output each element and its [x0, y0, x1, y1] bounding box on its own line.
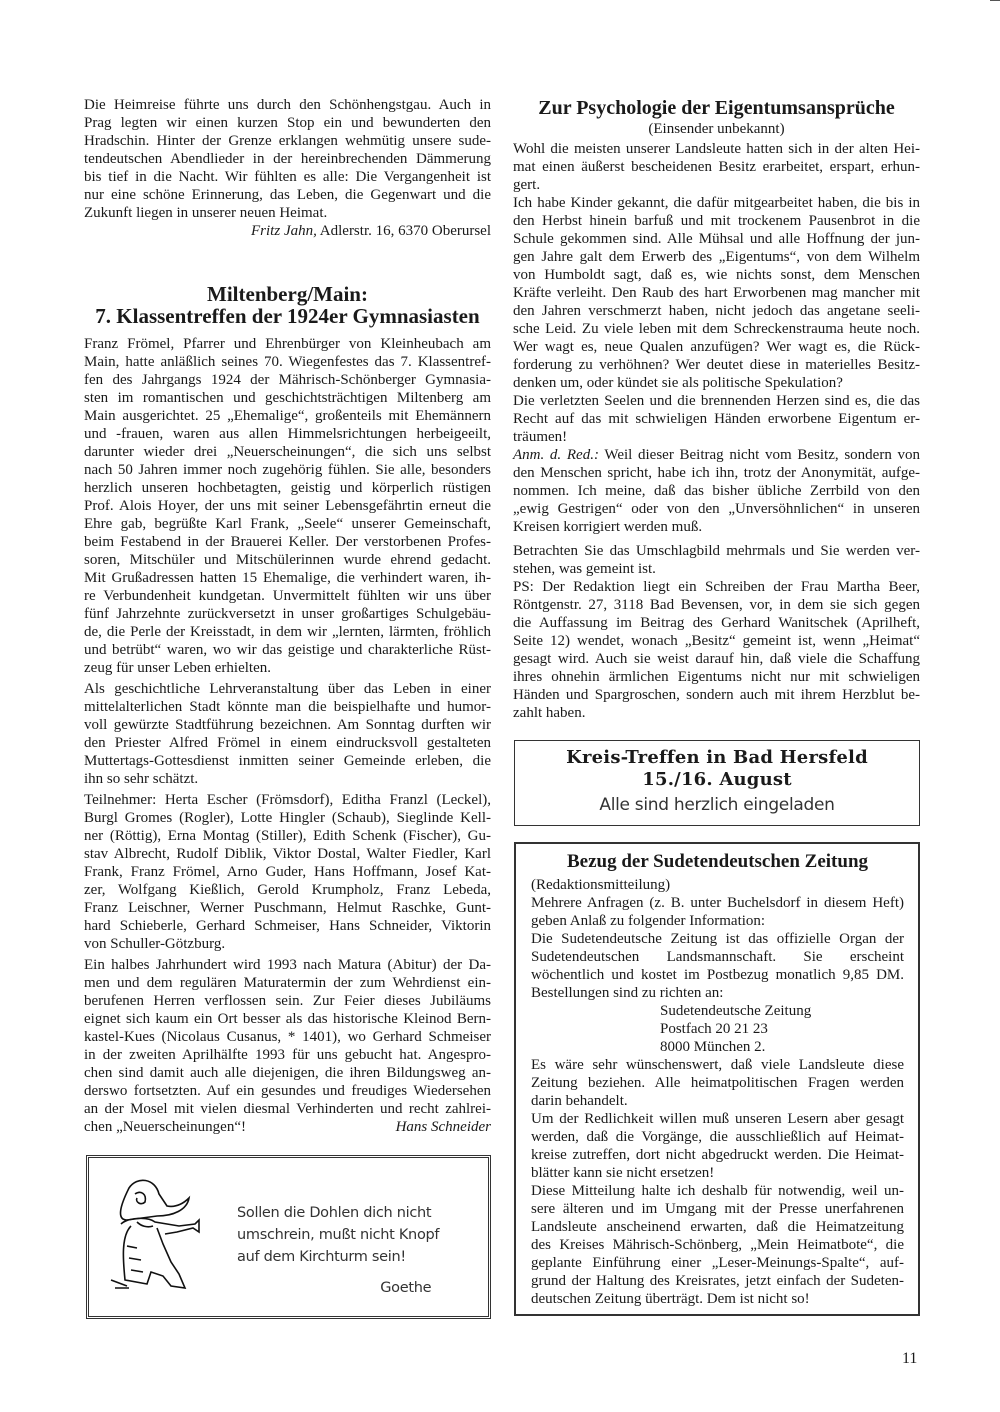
quote-author: Goethe	[380, 1280, 432, 1296]
text-line: sere älteren und im Umgang mit der Presse unerfahrenen	[531, 1201, 904, 1217]
text-line: voll gewürzte Stadtführung bezeichnen. Am Sonntag durften wir	[84, 717, 491, 733]
page-number: 11	[902, 1350, 918, 1367]
text-line: Die Sudetendeutsche Zeitung ist das offizielle Organ der	[531, 931, 904, 947]
event-invitation: Alle sind herzlich eingeladen	[599, 795, 835, 815]
text-line: bis tief in die Nacht. Wir fühlten es alle: Die Vergangenheit ist	[84, 169, 491, 185]
text-line: Um der Redlichkeit willen muß unseren Lesern aber gesagt	[531, 1111, 904, 1127]
author-address: Adlerstr. 16, 6370 Oberursel	[316, 223, 491, 239]
text-line: die Auffassung im Beitrag des Gerhard Wanitschek (Aprilheft,	[513, 615, 920, 631]
text-line: den Jahren verschmerzt haben, nicht jedoch das angetane seeli-	[513, 303, 920, 319]
text-line: Ich habe Kinder gekannt, die dafür mitgearbeitet haben, die bis in	[513, 195, 920, 211]
text-line: Burgl Gromes (Rogler), Lotte Hingler (Schaub), Sieglinde Kell-	[84, 810, 491, 826]
closing-line	[84, 1118, 491, 1136]
paragraph	[84, 96, 491, 222]
text-line: Es wäre sehr wünschenswert, daß viele Landsleute diese	[531, 1057, 904, 1073]
text-line: Main, hatte anläßlich seines 70. Wiegenfestes das 7. Klassentref-	[84, 354, 491, 370]
text-line: mat einen äußerst bescheidenen Besitz erarbeitet, erspart, erhun-	[513, 159, 920, 175]
paragraph	[531, 1110, 904, 1182]
editor-note-label: Anm. d. Red.:	[513, 447, 599, 463]
address-line: 8000 München 2.	[660, 1039, 766, 1055]
text-line: nommen. Ich meine, daß das bisher übliche Zerrbild von den	[513, 483, 920, 499]
text-line: Prag legten wir einen kurzen Stop ein und bewunderten den	[84, 115, 491, 131]
text-line: hard Schieberle, Gerhard Schmeiser, Hans Schneider, Viktorin	[84, 918, 491, 934]
bezug-zeitung-box	[514, 842, 920, 1316]
paragraph	[531, 1182, 904, 1308]
kreis-treffen-box	[514, 740, 920, 826]
paragraph-participants	[84, 791, 491, 953]
article-heading-klassentreffen: 7. Klassentreffen der 1924er Gymnasiasten	[95, 304, 480, 328]
text-line: Main ausgerichtet. 25 „Ehemalige“, großenteils mit Ehemännern	[84, 408, 491, 424]
text-line: Betrachten Sie das Umschlagbild mehrmals und Sie werden ver-	[513, 543, 920, 559]
paragraph	[531, 930, 904, 1002]
text-line: Schule gekommen sind. Alle Mühsal und alle Hoffnung der jun-	[513, 231, 920, 247]
event-title: Kreis-Treffen in Bad Hersfeld	[566, 747, 868, 768]
paragraph	[84, 335, 491, 677]
text-line: Kräfte verleiht. Den Raub des hart Erworbenen mag mancher mit	[513, 285, 920, 301]
text-line: beim Festabend in der Brauerei Keller. Der verstorbenen Profes-	[84, 534, 491, 550]
article-subtitle: (Einsender unbekannt)	[648, 121, 785, 137]
text-line: werden, daß die Vorgänge, die ausschließlich auf Heimat-	[531, 1129, 904, 1145]
text-line: ihres ohnehin ärmlichen Eigentums nicht nur mit schwieligen	[513, 669, 920, 685]
text-line: Händen und Spargroschen, sondern auch mit ihrem Herzblut be-	[513, 687, 920, 703]
text-line: an der Mosel mit vielen diesmal Verhinderten und recht zahlrei-	[84, 1101, 491, 1117]
text-line: geben Anlaß zu folgender Information:	[531, 913, 766, 929]
text-line: Prof. Alois Hoyer, der uns mit seiner Lebensgefährtin erneut die	[84, 498, 491, 514]
text-line: grund der Haltung des Kreisrates, jetzt einfach der Sudeten-	[531, 1273, 904, 1289]
text-line: Landsleute anscheinend erwarten, daß die Heimatzeitung	[531, 1219, 904, 1235]
paragraph-ps	[513, 578, 920, 722]
article-heading-psychologie: Zur Psychologie der Eigentumsansprüche	[538, 97, 895, 119]
text-line: mittelalterlichen Stadt könnte man die beispielhafte und humor-	[84, 699, 491, 715]
text-line: Recht auf das mit schwieligen Händen erworbene Eigentum er-	[513, 411, 920, 427]
text-line: nur eine schöne Erinnerung, das Leben, die Gegenwart und die	[84, 187, 491, 203]
paragraph	[513, 542, 920, 578]
text-line: ihn so sehr schätzt.	[84, 771, 199, 787]
quote-line: umschrein, mußt nicht Knopf	[237, 1227, 440, 1243]
text-line: zahlt haben.	[513, 705, 586, 721]
text-line: gen Jahre galt dem Erwerb des „Eigentums“, von dem Wilhelm	[513, 249, 920, 265]
text-line: Franz Leischner, Werner Puschmann, Helmut Raschke, Gunt-	[84, 900, 491, 916]
text-line: von Schuller-Götzburg.	[84, 936, 226, 952]
paragraph	[84, 956, 491, 1118]
goethe-quote-box	[86, 1155, 491, 1319]
text-line: forderung zu verhöhnen? Wer deutet diese in materielles Besitz-	[513, 357, 920, 373]
text-line: gesagt wird. Auch sie weist darauf hin, daß viele die Schaffung	[513, 651, 920, 667]
text-line: de, die Perle der Kreisstadt, in dem wir „lernten, lärmten, fröhlich	[84, 624, 491, 640]
text-line: sche Leid. Zu viele leben mit dem Schreckenstrauma heute noch.	[513, 321, 920, 337]
text-line: kreise zutreffen, dort nicht abgedruckt werden. Die Heimat-	[531, 1147, 904, 1163]
text-line: wöchentlich und kostet im Postbezug monatlich 9,85 DM.	[531, 967, 904, 983]
left-column	[84, 96, 491, 1136]
text-line: Diese Mitteilung halte ich deshalb für notwendig, weil un-	[531, 1183, 904, 1199]
text-line: den Herbst hinein barfuß und mit trockenem Pausenbrot in die	[513, 213, 920, 229]
article-heading-miltenberg: Miltenberg/Main:	[207, 282, 368, 306]
text-line: darunter wieder drei „Neuerscheinungen“, die sich uns selbst	[84, 444, 491, 460]
text-line: den Menschen spricht, habe ich ihn, trotz der Anonymität, aufge-	[513, 465, 920, 481]
text-line: chen sind damit auch alle diejenigen, die ihren Bildungsweg an-	[84, 1065, 491, 1081]
text-line: PS: Der Redaktion liegt ein Schreiben der Frau Martha Beer,	[513, 579, 920, 595]
goethe-quote	[237, 1202, 439, 1299]
box-heading: Bezug der Sudetendeutschen Zeitung	[566, 851, 869, 872]
text-line: re Verbundenheit kundgetan. Unvermittelt fühlten wir uns über	[84, 588, 491, 604]
text-line: zeug für unser Leben erhielten.	[84, 660, 271, 676]
text-line: geplante Einführung einer „Leser-Meinungs-Spalte“, auf-	[531, 1255, 904, 1271]
signature-hans-schneider: Hans Schneider	[395, 1119, 491, 1135]
text-line: fünf Jahrzehnte zurückversetzt in unser großartiges Schulgebäu-	[84, 606, 491, 622]
paragraph-editor-note	[513, 464, 920, 536]
page-edge-mark	[990, 0, 1000, 41]
text-line: sten im romantischen und geschichtsträchtigen Miltenberg am	[84, 390, 491, 406]
author-name: Fritz Jahn,	[251, 223, 317, 239]
text-line: denken um, oder kündet sie als politische Spekulation?	[513, 375, 843, 391]
text-line: Wohl die meisten unserer Landsleute hatten sich in der alten Hei-	[513, 141, 920, 157]
text-line: nach 50 Jahren immer noch zugehörig fühlen. Sie alle, besonders	[84, 462, 491, 478]
text-line: berufenen Herren verflossen sein. Zur Feier dieses Jubiläums	[84, 993, 491, 1009]
text-line: Frank, Franz Frömel, Arno Guder, Hans Hoffmann, Josef Kat-	[84, 864, 491, 880]
event-date: 15./16. August	[642, 769, 792, 790]
text-line: Hradschin. Hinter der Grenze erklangen wehmütig unsere sude-	[84, 133, 491, 149]
paragraph	[531, 876, 904, 894]
text-line: stehen, was gemeint ist.	[513, 561, 656, 577]
text-line: Die Heimreise führte uns durch den Schönhengstgau. Auch in	[84, 97, 491, 113]
text-line: Als geschichtliche Lehrveranstaltung über das Leben in einer	[84, 681, 491, 697]
text-line: soren, Mitschüler und Mitschülerinnen wurde ehrend gedacht.	[84, 552, 491, 568]
text-line: tendeutschen Abendlieder in der hereinbrechenden Dämmerung	[84, 151, 491, 167]
text-line: Seite 12) wendet, wonach „Besitz“ gemeint ist, wenn „Heimat“	[513, 633, 920, 649]
quote-line: Sollen die Dohlen dich nicht	[237, 1205, 432, 1221]
text-line: „ewig Gestrigen“ oder von den „Unversöhnlichen“ in unseren	[513, 501, 920, 517]
text-line: Zeitung beziehen. Alle heimatpolitischen Fragen werden	[531, 1075, 904, 1091]
text-line: Wer wagt es, neue Qualen anzufügen? Wer wagt es, die Rück-	[513, 339, 920, 355]
text-line: eignet sich kaum ein Ort besser als das historische Kleinod Bern-	[84, 1011, 491, 1027]
paragraph	[513, 194, 920, 392]
gnome-trumpeter-illustration	[107, 1176, 217, 1296]
text-line: in der zweiten Aprilhälfte 1993 für uns gebucht hat. Angespro-	[84, 1047, 491, 1063]
text-line: Mit Grußadressen hatten 15 Ehemalige, die verhindert waren, ih-	[84, 570, 491, 586]
text-line: (Redaktionsmitteilung)	[531, 877, 671, 893]
text-line: darin behandelt.	[531, 1093, 628, 1109]
text-line: von Humboldt sagt, daß es, wie nichts sonst, dem Menschen	[513, 267, 920, 283]
text-line: herzlich unseren hochbetagten, geistig und körperlich rüstigen	[84, 480, 491, 496]
text-line: derswo fortsetzten. Auf ein gesundes und freudiges Wiedersehen	[84, 1083, 491, 1099]
editor-note-text: Weil dieser Beitrag nicht vom Besitz, sondern von	[598, 447, 921, 463]
text-line: fen des Jahrgangs 1924 der Mährisch-Schönberger Gymnasia-	[84, 372, 491, 388]
text-line: Röntgenstr. 27, 3118 Bad Bevensen, vor, in dem sie sich gegen	[513, 597, 920, 613]
text-line: Zukunft liegen in unserer neuen Heimat.	[84, 205, 328, 221]
closing-text: chen „Neuerscheinungen“!	[84, 1119, 246, 1135]
text-line: des Kreises Mährisch-Schönberg, „Mein Heimatbote“, die	[531, 1237, 904, 1253]
text-line: gert.	[513, 177, 541, 193]
text-line: Franz Frömel, Pfarrer und Ehrenbürger von Kleinheubach am	[84, 336, 491, 352]
right-column	[513, 96, 920, 722]
text-line: Ehre gab, begrüßte Karl Frank, „Seele“ unserer Gemeinschaft,	[84, 516, 491, 532]
text-line: Teilnehmer: Herta Escher (Frömsdorf), Editha Franzl (Leckel),	[84, 792, 491, 808]
paragraph	[531, 894, 904, 930]
paragraph	[513, 140, 920, 194]
text-line: blätter kann sie nicht ersetzen!	[531, 1165, 715, 1181]
paragraph	[513, 392, 920, 446]
postal-address	[531, 1002, 904, 1056]
signature-fritz-jahn	[84, 222, 491, 240]
editor-note-first-line	[513, 446, 920, 464]
quote-line: auf dem Kirchturm sein!	[237, 1249, 406, 1265]
text-line: ner (Röttig), Erna Montag (Stiller), Edith Schenk (Fischer), Gu-	[84, 828, 491, 844]
address-line: Postfach 20 21 23	[660, 1021, 768, 1037]
address-line: Sudetendeutsche Zeitung	[660, 1003, 812, 1019]
text-line: träumen!	[513, 429, 568, 445]
text-line: und betrübt“ waren, wo wir das geistige und charakterliche Rüst-	[84, 642, 491, 658]
text-line: Kreisen korrigiert werden muß.	[513, 519, 703, 535]
text-line: Ein halbes Jahrhundert wird 1993 nach Matura (Abitur) der Da-	[84, 957, 491, 973]
text-line: Bestellungen sind zu richten an:	[531, 985, 724, 1001]
text-line: Die verletzten Seelen und die brennenden Herzen sind es, die das	[513, 393, 920, 409]
text-line: Mehrere Anfragen (z. B. unter Buchelsdorf in diesem Heft)	[531, 895, 904, 911]
paragraph	[531, 1056, 904, 1110]
text-line: den Priester Alfred Frömel in einem eindrucksvoll gestalteten	[84, 735, 491, 751]
text-line: zer, Wolfgang Kießlich, Gerold Krumpholz, Franz Lebeda,	[84, 882, 491, 898]
paragraph	[84, 680, 491, 788]
text-line: und -frauen, waren aus allen Himmelsrichtungen herbeigeeilt,	[84, 426, 491, 442]
text-line: Sudetendeutschen Landsmannschaft. Sie erscheint	[531, 949, 904, 965]
text-line: stav Albrecht, Rudolf Diblik, Viktor Dostal, Walter Fiedler, Karl	[84, 846, 491, 862]
text-line: Muttertags-Gottesdienst inmitten seiner Gemeinde erleben, die	[84, 753, 491, 769]
text-line: men und dem regulären Maturatermin der zum Wehrdienst ein-	[84, 975, 491, 991]
text-line: kastel-Kues (Nicolaus Cusanus, * 1401), wo Gerhard Schmeiser	[84, 1029, 491, 1045]
text-line: deutschen Zeitung überträgt. Dem ist nicht so!	[531, 1291, 810, 1307]
